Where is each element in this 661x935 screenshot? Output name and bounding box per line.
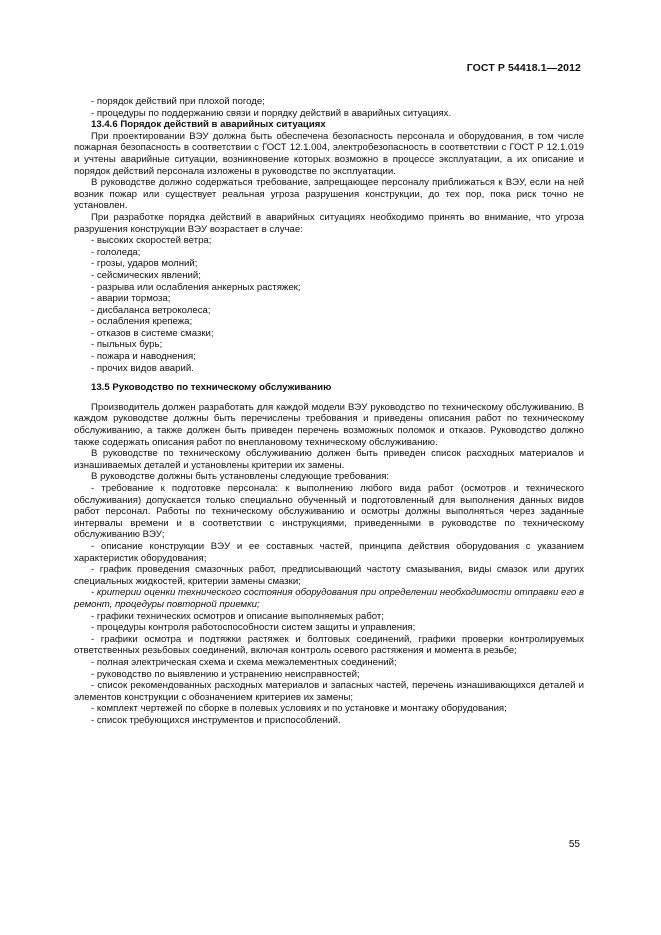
list-item: - полная электрическая схема и схема межэлементных соединений; (91, 656, 397, 668)
paragraph: В руководстве по техническому обслуживанию должен быть приведен список расходных материалов и изнашиваемых деталей и установлены критерии их замены. (74, 448, 584, 471)
list-item: - пожара и наводнения; (91, 351, 196, 363)
list-item: - руководство по выявлению и устранению неисправностей; (91, 668, 360, 680)
list-item: - график проведения смазочных работ, предписывающий частоту смазывания, виды смазок или других специальных жидкостей, критерии замены смазки; (74, 564, 584, 587)
list-item: - процедуры по поддержанию связи и порядку действий в аварийных ситуациях. (91, 107, 452, 119)
list-item: - описание конструкции ВЭУ и ее составных частей, принципа действия оборудования с указанием характеристик оборудования; (74, 540, 584, 564)
list-item: - грозы, ударов молний; (91, 258, 198, 270)
list-item: - дисбаланса ветроколеса; (91, 304, 211, 316)
paragraph: Производитель должен разработать для каждой модели ВЭУ руководство по техническому обслуживанию. В каждом руководстве должны быть перечислены требования и приведены описания работ по техническому обслуживанию, а также должен быть приведен перечень возможных поломок и отказов. Руководство должно также содержать описания работ по внеплановому техническому обслуживанию. (74, 401, 584, 448)
list-item: - порядок действий при плохой погоде; (91, 96, 265, 107)
list-item: - процедуры контроля работоспособности систем защиты и управления; (91, 622, 416, 634)
list-item: - прочих видов аварий. (91, 362, 194, 374)
paragraph: При проектировании ВЭУ должна быть обеспечена безопасность персонала и оборудования, в том числе пожарная безопасность в соответствии с ГОСТ 12.1.004, электробезопасность в соответствии с ГОСТ Р 12.1.019 и учтены аварийные ситуации, возникновение которых возможно в процессе эксплуатации, а их описание и порядок действий персонала изложены в руководстве по эксплуатации. (74, 130, 584, 177)
section-heading-13-5: 13.5 Руководство по техническому обслуживанию (91, 382, 332, 394)
list-item: - графики технических осмотров и описание выполняемых работ; (91, 610, 384, 622)
list-item: - требование к подготовке персонала: к выполнению любого вида работ (осмотров и технического обслуживания) допускается только специально обученный и подготовленный для выполнения данных видов работ персонал. Работы по техническому обслуживанию и осмотры должны выполняться через заданные интервалы времени и в соответствии с инструкциями, приведенными в руководстве по техническому обслуживанию ВЭУ; (74, 483, 584, 541)
list-item: - список требующихся инструментов и приспособлений. (91, 714, 341, 726)
list-item: - аварии тормоза; (91, 293, 171, 305)
list-item: - отказов в системе смазки; (91, 327, 214, 339)
paragraph: При разработке порядка действий в аварийных ситуациях необходимо принять во внимание, что угроза разрушения конструкции ВЭУ возрастает в случае: (74, 211, 584, 235)
list-item: - список рекомендованных расходных материалов и запасных частей, перечень изнашивающихся деталей и элементов конструкции с обозначением критериев их замены; (74, 680, 584, 703)
list-item: - высоких скоростей ветра; (91, 235, 212, 247)
list-item: - ослабления крепежа; (91, 316, 193, 328)
page-number: 55 (568, 839, 580, 850)
section-heading-13-4-6: 13.4.6 Порядок действий в аварийных ситуациях (91, 119, 326, 131)
list-item: - графики осмотра и подтяжки растяжек и болтовых соединений, графики проверки контролируемых ответственных резьбовых соединений, включая контроль осевого растяжения и момента в резьбе; (74, 633, 584, 657)
page-body (74, 96, 584, 726)
document-id: ГОСТ Р 54418.1—2012 (466, 62, 581, 74)
list-item: - сейсмических явлений; (91, 269, 201, 281)
paragraph: В руководстве должны быть установлены следующие требования: (91, 471, 390, 483)
paragraph: В руководстве должно содержаться требование, запрещающее персоналу приближаться к ВЭУ, если на ней возник пожар или существует реальная угроза разрушения конструкции, до тех пор, пока риск точно не установлен. (74, 177, 584, 212)
list-item: - гололеда; (91, 246, 141, 258)
list-item: - пыльных бурь; (91, 339, 163, 351)
list-item: - комплект чертежей по сборке в полевых условиях и по установке и монтажу оборудования; (91, 703, 507, 715)
list-item: - разрыва или ослабления анкерных растяжек; (91, 281, 301, 293)
list-item: - критерии оценки технического состояния оборудования при определении необходимости отправки его в ремонт, процедуры повторной приемки; (74, 587, 585, 610)
